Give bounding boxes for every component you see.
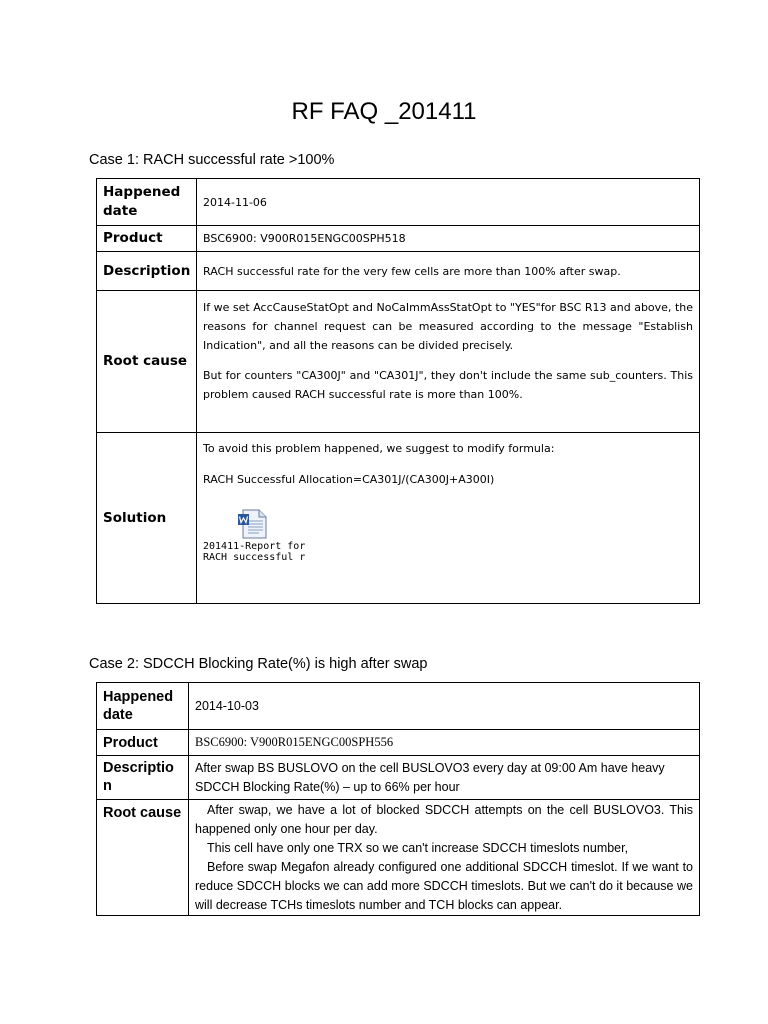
case2-happened-value: 2014-10-03 bbox=[189, 683, 700, 730]
case2-description-label bbox=[97, 756, 189, 800]
case1-solution-label: Solution bbox=[97, 433, 197, 604]
case2-row-description bbox=[97, 756, 700, 800]
case2-root-p3: Before swap Megafon already configured one additional SDCCH timeslot. If we want to reduce SDCCH blocks we can add more SDCCH timeslots. But we can't do it because we will decrease TCHs timeslots number and TCH blocks can appear. bbox=[195, 860, 693, 912]
case1-table bbox=[96, 178, 700, 604]
case2-description-value bbox=[189, 756, 700, 800]
case2-row-product bbox=[97, 730, 700, 756]
case2-root-label: Root cause bbox=[97, 800, 189, 916]
case2-root-p1: After swap, we have a lot of blocked SDCCH attempts on the cell BUSLOVO3. This happened only one hour per day. bbox=[195, 803, 693, 836]
case2-description-label-b: n bbox=[103, 778, 112, 794]
case1-description-value: RACH successful rate for the very few cells are more than 100% after swap. bbox=[197, 252, 700, 291]
case1-solution-p2: RACH Successful Allocation=CA301J/(CA300J+A300I) bbox=[203, 473, 495, 486]
case2-row-root-cause bbox=[97, 800, 700, 916]
case1-product-label: Product bbox=[97, 226, 197, 252]
attachment-caption[interactable] bbox=[203, 541, 693, 563]
page-title: RF FAQ _201411 bbox=[291, 98, 477, 125]
case1-root-label: Root cause bbox=[97, 291, 197, 433]
case2-product-label: Product bbox=[97, 730, 189, 756]
case1-happened-label: Happened date bbox=[97, 179, 197, 226]
case1-solution-value bbox=[197, 433, 700, 604]
attachment-caption-line1: 201411-Report for bbox=[203, 541, 306, 552]
case2-root-p2: This cell have only one TRX so we can't increase SDCCH timeslots number, bbox=[207, 841, 629, 855]
case1-product-value: BSC6900: V900R015ENGC00SPH518 bbox=[197, 226, 700, 252]
case1-root-p1: If we set AccCauseStatOpt and NoCaImmAssStatOpt to "YES"for BSC R13 and above, the reasons for channel request can be measured according to the message "Establish Indication", and all the reasons can be divided precisely. bbox=[203, 301, 693, 352]
attachment-caption-line2: RACH successful r bbox=[203, 552, 306, 563]
case1-row-description bbox=[97, 252, 700, 291]
case2-product-value: BSC6900: V900R015ENGC00SPH556 bbox=[189, 730, 700, 756]
case1-description-label: Description bbox=[97, 252, 197, 291]
case1-heading: Case 1: RACH successful rate >100% bbox=[89, 152, 335, 168]
attachment[interactable] bbox=[203, 509, 693, 563]
case1-root-value bbox=[197, 291, 700, 433]
case1-root-p2: But for counters "CA300J" and "CA301J", they don't include the same sub_counters. This problem caused RACH successful rate is more than 100%. bbox=[203, 369, 693, 401]
case2-row-happened bbox=[97, 683, 700, 730]
case1-row-happened bbox=[97, 179, 700, 226]
case1-row-solution bbox=[97, 433, 700, 604]
case1-row-product bbox=[97, 226, 700, 252]
case2-heading: Case 2: SDCCH Blocking Rate(%) is high after swap bbox=[89, 656, 428, 672]
case2-description-text: After swap BS BUSLOVO on the cell BUSLOVO3 every day at 09:00 Am have heavy SDCCH Blocking Rate(%) – up to 66% per hour bbox=[195, 761, 665, 794]
word-document-icon[interactable] bbox=[237, 509, 269, 539]
case2-root-value bbox=[189, 800, 700, 916]
case1-happened-value: 2014-11-06 bbox=[197, 179, 700, 226]
case2-happened-label: Happened date bbox=[97, 683, 189, 730]
case1-solution-p1: To avoid this problem happened, we suggest to modify formula: bbox=[203, 442, 555, 455]
case2-description-label-a: Descriptio bbox=[103, 760, 174, 776]
case1-row-root-cause bbox=[97, 291, 700, 433]
case2-table bbox=[96, 682, 700, 916]
